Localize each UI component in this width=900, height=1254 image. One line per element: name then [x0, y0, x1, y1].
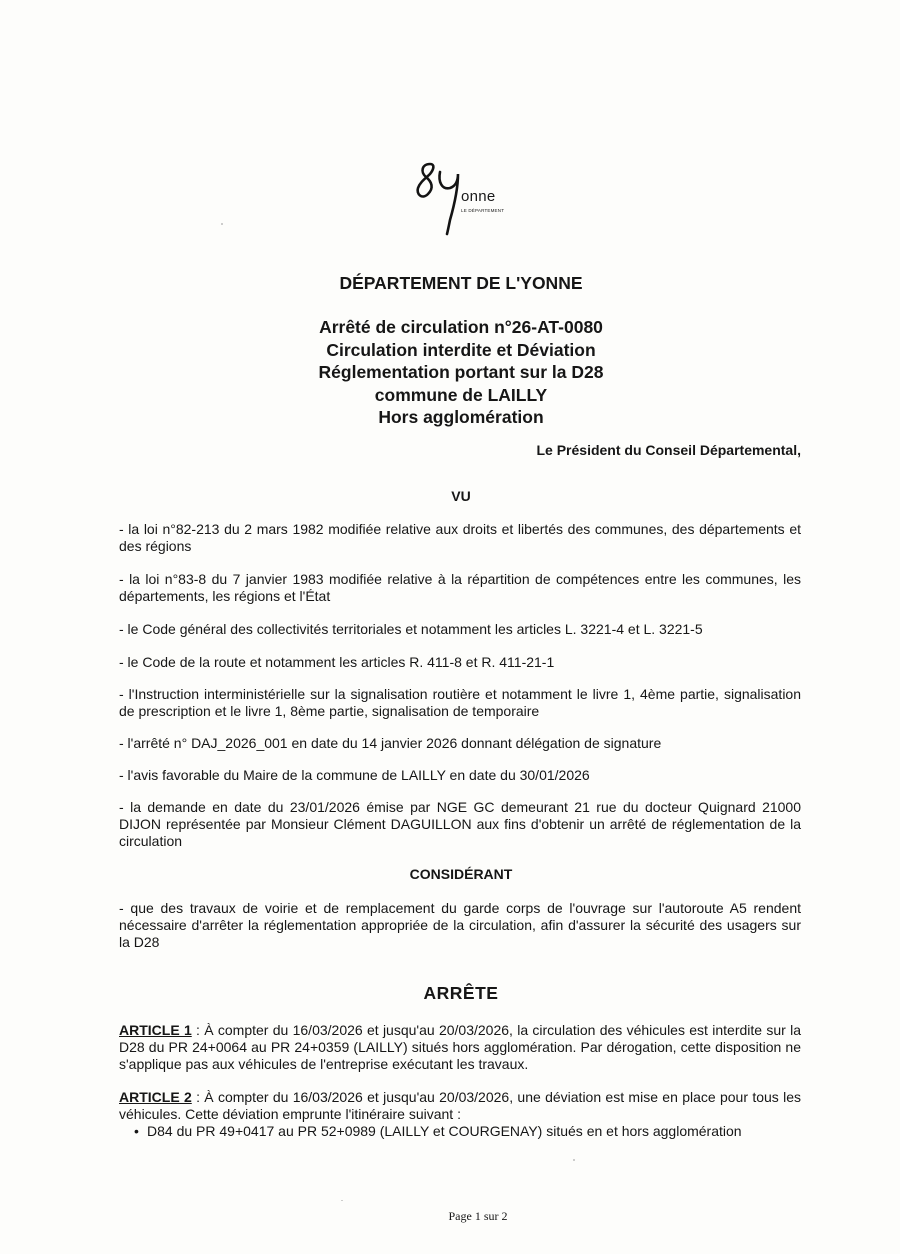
- president-line: Le Président du Conseil Départemental,: [536, 442, 801, 458]
- scan-speck: [221, 223, 223, 225]
- detour-route-item: [134, 1123, 801, 1140]
- scan-speck: [341, 1200, 343, 1201]
- decree-zone-title: Hors agglomération: [378, 407, 544, 427]
- considerant-heading: CONSIDÉRANT: [409, 866, 513, 882]
- vu-item: - l'Instruction interministérielle sur la signalisation routière et notamment le livre 1, 4ème partie, signalisation de prescription et le livre 1, 8ème partie, signalisation de temporaire: [119, 686, 801, 719]
- decree-number-title: Arrêté de circulation n°26-AT-0080: [319, 317, 603, 337]
- article-1-text: : À compter du 16/03/2026 et jusqu'au 20/03/2026, la circulation des véhicules est interdite sur la D28 du PR 24+0064 au PR 24+0359 (LAILLY) situés hors agglomération. Par dérogation, cette disposition ne s'applique pas aux véhicules de l'entreprise exécutant les travaux.: [119, 1022, 801, 1072]
- vu-item: - la loi n°82-213 du 2 mars 1982 modifiée relative aux droits et libertés des communes, des départements et des régions: [119, 521, 801, 554]
- arrete-heading: ARRÊTE: [423, 983, 499, 1003]
- decree-title-block: [0, 316, 900, 429]
- vu-item: - le Code de la route et notamment les articles R. 411-8 et R. 411-21-1: [119, 654, 555, 670]
- article-1-label: ARTICLE 1: [119, 1022, 192, 1038]
- yonne-department-logo: [414, 158, 524, 238]
- vu-item: - la loi n°83-8 du 7 janvier 1983 modifiée relative à la répartition de compétences entre les communes, les départements, les régions et l'État: [119, 571, 801, 604]
- detour-route-text: D84 du PR 49+0417 au PR 52+0989 (LAILLY et COURGENAY) situés en et hors agglomération: [147, 1123, 742, 1139]
- bullet-dot-icon: •: [134, 1123, 139, 1139]
- vu-heading: VU: [451, 488, 471, 504]
- logo-subtitle: LE DÉPARTEMENT: [461, 208, 505, 213]
- vu-item: - l'avis favorable du Maire de la commune de LAILLY en date du 30/01/2026: [119, 767, 590, 783]
- scan-speck: [573, 1159, 575, 1161]
- vu-item: - l'arrêté n° DAJ_2026_001 en date du 14 janvier 2026 donnant délégation de signature: [119, 735, 662, 751]
- article-2: [119, 1089, 801, 1123]
- article-2-text: : À compter du 16/03/2026 et jusqu'au 20/03/2026, une déviation est mise en place pour tous les véhicules. Cette déviation emprunte l'itinéraire suivant :: [119, 1089, 801, 1122]
- decree-road-title: Réglementation portant sur la D28: [318, 362, 604, 382]
- department-heading: DÉPARTEMENT DE L'YONNE: [339, 273, 583, 293]
- logo-name: onne: [461, 188, 496, 205]
- decree-subject-title: Circulation interdite et Déviation: [326, 339, 596, 360]
- vu-item: - la demande en date du 23/01/2026 émise par NGE GC demeurant 21 rue du docteur Quignard 21000 DIJON représentée par Monsieur Clément DAGUILLON aux fins d'obtenir un arrêté de réglementation de la circulation: [119, 799, 801, 849]
- article-1: [119, 1022, 801, 1073]
- page-number: Page 1 sur 2: [448, 1209, 508, 1223]
- article-2-label: ARTICLE 2: [119, 1089, 192, 1105]
- considerant-text: - que des travaux de voirie et de remplacement du garde corps de l'ouvrage sur l'autoroute A5 rendent nécessaire d'arrêter la réglementation appropriée de la circulation, afin d'assurer la sécurité des usagers sur la D28: [119, 900, 801, 950]
- vu-item: - le Code général des collectivités territoriales et notamment les articles L. 3221-4 et L. 3221-5: [119, 621, 703, 637]
- decree-commune-title: commune de LAILLY: [374, 384, 548, 405]
